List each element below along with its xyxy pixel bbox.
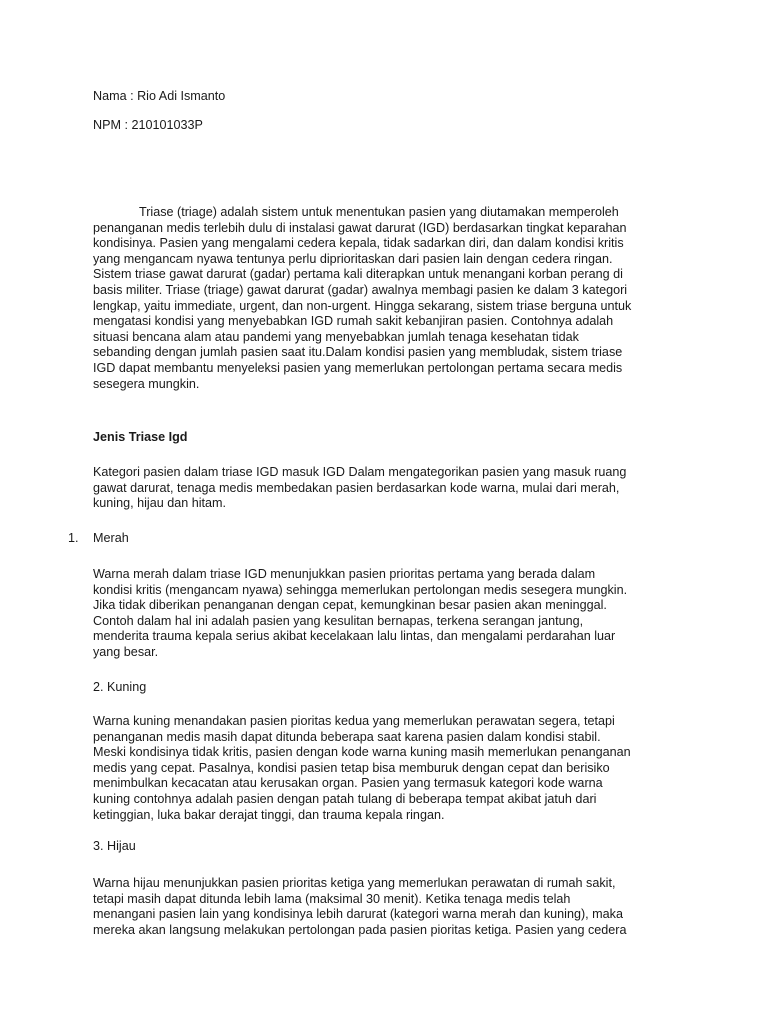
intro-paragraph (93, 205, 683, 392)
section-paragraph (93, 465, 683, 512)
kuning-title: 2. Kuning (93, 680, 147, 694)
merah-paragraph (93, 567, 683, 661)
merah-line: Warna merah dalam triase IGD menunjukkan pasien prioritas pertama yang berada dalam (93, 567, 596, 581)
section-line: gawat darurat, tenaga medis membedakan pasien berdasarkan kode warna, mulai dari merah, (93, 480, 620, 495)
hijau-line: Warna hijau menunjukkan pasien prioritas ketiga yang memerlukan perawatan di rumah sakit, (93, 876, 616, 890)
intro-line: sebanding dengan jumlah pasien saat itu.Dalam kondisi pasien yang membludak, sistem triase (93, 345, 623, 360)
hijau-line: menangani pasien lain yang kondisinya lebih darurat (kategori warna merah dan kuning), maka (93, 907, 623, 922)
student-name: Nama : Rio Adi Ismanto (93, 89, 226, 103)
intro-line: yang mengancam nyawa tentunya perlu diprioritaskan dari pasien lain dengan cedera ringan. (93, 251, 613, 266)
kuning-line: Warna kuning menandakan pasien pioritas kedua yang memerlukan perawatan segera, tetapi (93, 714, 615, 728)
kuning-line: kuning contohnya adalah pasien dengan patah tulang di beberapa tempat akibat jatuh dari (93, 791, 597, 806)
intro-line: mengatasi kondisi yang menyebabkan IGD rumah sakit kebanjiran pasien. Contohnya adalah (93, 314, 614, 329)
hijau-title: 3. Hijau (93, 839, 136, 853)
intro-line: Sistem triase gawat darurat (gadar) pertama kali diterapkan untuk menangani korban perang di (93, 267, 623, 282)
kuning-line: medis yang cepat. Pasalnya, kondisi pasien tetap bisa memburuk dengan cepat dan berisiko (93, 760, 610, 775)
merah-title: Merah (93, 531, 129, 545)
section-line: Kategori pasien dalam triase IGD masuk IGD Dalam mengategorikan pasien yang masuk ruang (93, 465, 627, 479)
kuning-line: ketinggian, luka bakar derajat tinggi, dan trauma kepala ringan. (93, 807, 445, 822)
intro-line: lengkap, yaitu immediate, urgent, dan non-urgent. Hingga sekarang, sistem triase berguna untuk (93, 298, 632, 313)
kuning-line: menimbulkan kecacatan atau kerusakan organ. Pasien yang termasuk kategori kode warna (93, 776, 603, 791)
student-npm: NPM : 210101033P (93, 118, 203, 132)
hijau-paragraph (93, 876, 683, 938)
section-heading: Jenis Triase Igd (93, 430, 188, 444)
intro-line: kondisinya. Pasien yang mengalami cedera kepala, tidak sadarkan diri, dan dalam kondisi kritis (93, 236, 624, 251)
intro-line: IGD dapat membantu menyeleksi pasien yang memerlukan pertolongan pertama secara medis (93, 360, 623, 375)
hijau-line: mereka akan langsung melakukan pertolongan pada pasien pioritas ketiga. Pasien yang cedera (93, 922, 627, 937)
hijau-line: tetapi masih dapat ditunda lebih lama (maksimal 30 menit). Ketika tenaga medis telah (93, 891, 571, 906)
intro-line: Triase (triage) adalah sistem untuk menentukan pasien yang diutamakan memperoleh (139, 205, 619, 219)
intro-line: situasi bencana alam atau pandemi yang menyebabkan jumlah tenaga kesehatan tidak (93, 329, 579, 344)
intro-line: sesegera mungkin. (93, 376, 200, 391)
section-line: kuning, hijau dan hitam. (93, 496, 227, 511)
kuning-paragraph (93, 714, 683, 823)
merah-line: kondisi kritis (mengancam nyawa) sehingga memerlukan pertolongan medis sesegera mungkin. (93, 582, 628, 597)
list-number-merah: 1. (68, 531, 79, 545)
kuning-line: Meski kondisinya tidak kritis, pasien dengan kode warna kuning masih memerlukan penanganan (93, 745, 631, 760)
intro-line: penanganan medis terlebih dulu di instalasi gawat darurat (IGD) berdasarkan tingkat keparahan (93, 220, 627, 235)
merah-line: Contoh dalam hal ini adalah pasien yang kesulitan bernapas, terkena serangan jantung, (93, 613, 584, 628)
merah-line: Jika tidak diberikan penanganan dengan cepat, kemungkinan besar pasien akan meninggal. (93, 598, 607, 613)
kuning-line: penanganan medis masih dapat ditunda beberapa saat karena pasien dalam kondisi stabil. (93, 729, 601, 744)
merah-line: yang besar. (93, 644, 159, 659)
merah-line: menderita trauma kepala serius akibat kecelakaan lalu lintas, dan mengalami perdarahan luar (93, 629, 616, 644)
intro-line: basis militer. Triase (triage) gawat darurat (gadar) awalnya membagi pasien ke dalam 3 kategori (93, 282, 628, 297)
